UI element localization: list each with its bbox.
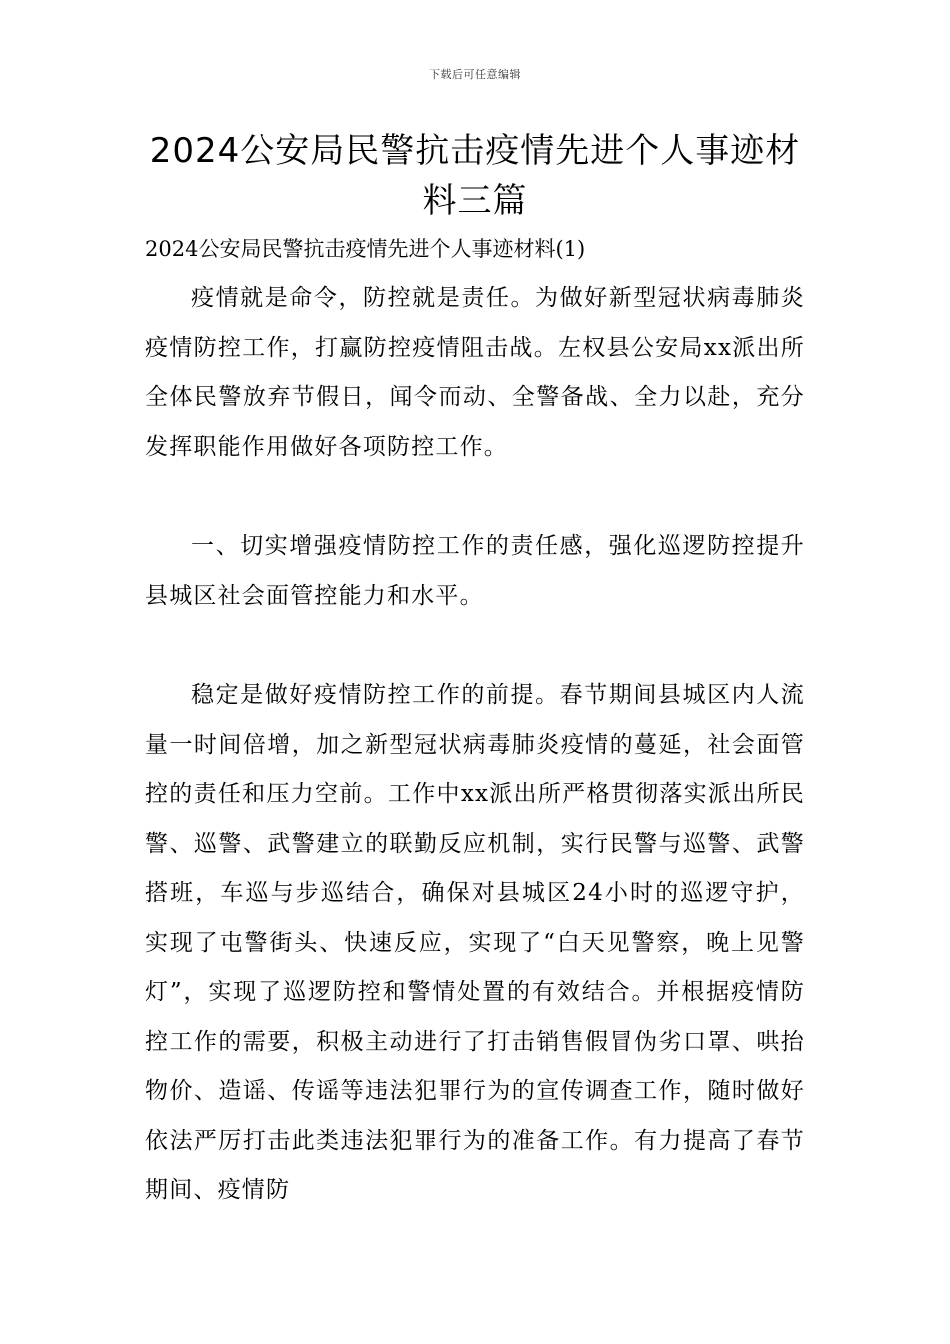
header-note: 下载后可任意编辑	[429, 68, 521, 81]
paragraph-body: 稳定是做好疫情防控工作的前提。春节期间县城区内人流量一时间倍增，加之新型冠状病毒肺炎疫情的蔓延，社会面管控的责任和压力空前。工作中xx派出所严格贯彻落实派出所民警、巡警、武警建立的联勤反应机制，实行民警与巡警、武警搭班，车巡与步巡结合，确保对县城区24小时的巡逻守护，实现了屯警街头、快速反应，实现了“白天见警察，晚上见警灯”，实现了巡逻防控和警情处置的有效结合。并根据疫情防控工作的需要，积极主动进行了打击销售假冒伪劣口罩、哄抬物价、造谣、传谣等违法犯罪行为的宣传调查工作，随时做好依法严厉打击此类违法犯罪行为的准备工作。有力提高了春节期间、疫情防	[145, 682, 805, 1203]
document-body	[145, 230, 805, 1216]
paragraph-section-heading: 一、切实增强疫情防控工作的责任感，强化巡逻防控提升县城区社会面管控能力和水平。	[145, 533, 805, 609]
paragraph-intro: 疫情就是命令，防控就是责任。为做好新型冠状病毒肺炎疫情防控工作，打赢防控疫情阻击战。左权县公安局xx派出所全体民警放弃节假日，闻令而动、全警备战、全力以赴，充分发挥职能作用做好各项防控工作。	[145, 285, 805, 460]
document-subtitle: 2024公安局民警抗击疫情先进个人事迹材料(1)	[145, 237, 586, 261]
document-title: 2024公安局民警抗击疫情先进个人事迹材料三篇	[149, 131, 801, 221]
